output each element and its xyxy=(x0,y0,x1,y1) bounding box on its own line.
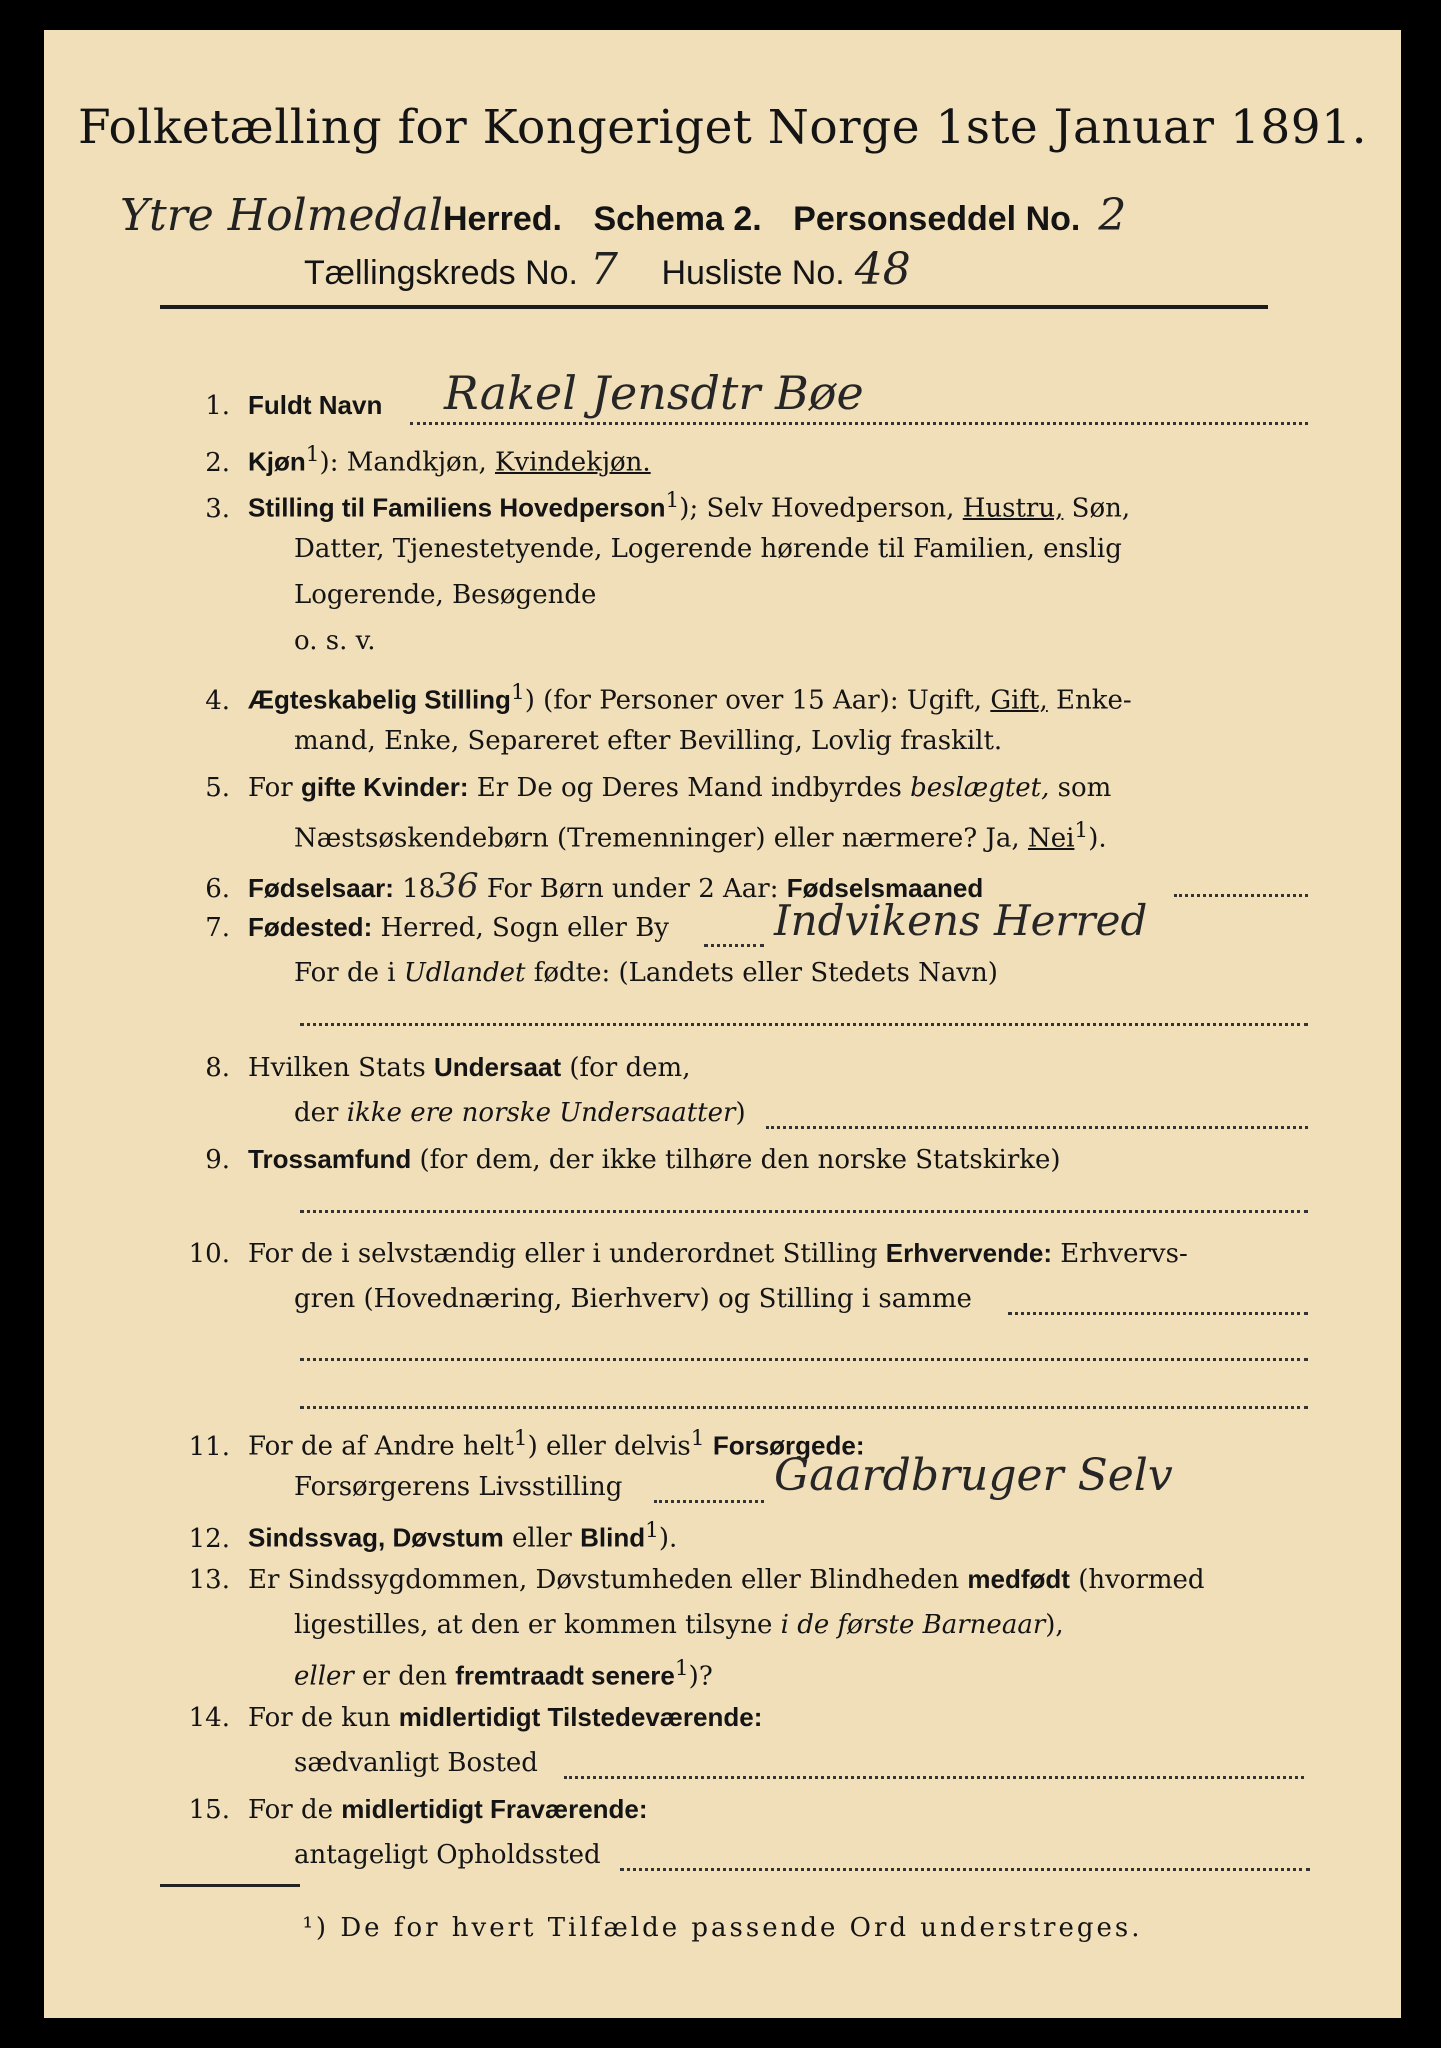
q13-line3-bold: fremtraadt senere xyxy=(455,1660,675,1691)
q5-line2-text: Næstsøskendebørn (Tremenninger) eller nærmere? Ja, xyxy=(294,823,1028,854)
q10-post: Erhvervs- xyxy=(1051,1239,1188,1269)
q7-answer: Indvikens Herred xyxy=(774,896,1148,945)
q6-number: 6. xyxy=(205,874,230,904)
q13-line3-italic: eller xyxy=(294,1661,354,1692)
q3-label: Stilling til Familiens Hovedperson xyxy=(248,492,666,523)
q10-number: 10. xyxy=(188,1239,230,1269)
q10-pre: For de i selvstændig eller i underordnet Stilling xyxy=(248,1239,886,1269)
q1-dotline xyxy=(410,422,1308,425)
q7-blank-line xyxy=(300,1023,1308,1026)
footnote-mark: ¹) xyxy=(302,1913,330,1943)
q11-label: Forsørgede: xyxy=(712,1430,865,1461)
q5-italic: beslægtet, xyxy=(910,773,1050,803)
q4-label: Ægteskabelig Stilling xyxy=(248,684,511,715)
q5-text: Er De og Deres Mand indbyrdes xyxy=(468,773,911,803)
q15-label: midlertidigt Fraværende: xyxy=(341,1794,648,1824)
question-9 xyxy=(164,1144,1061,1175)
question-7 xyxy=(164,912,669,943)
q8-line2-end: ) xyxy=(735,1098,746,1128)
q6-dotline xyxy=(1174,894,1308,897)
q10-blank-line-1 xyxy=(300,1358,1308,1361)
q13-line3: eller er den fremtraadt senere$^1$)? xyxy=(294,1656,713,1692)
q5-underlined: Nei xyxy=(1027,823,1075,854)
q5-text-end: som xyxy=(1049,773,1112,803)
q1-answer: Rakel Jensdtr Bøe xyxy=(444,366,864,420)
q12-label2: Blind xyxy=(580,1522,646,1553)
q3-line2: Datter, Tjenestetyende, Logerende hørende til Familien, enslig xyxy=(294,534,1122,564)
footnote-text: De for hvert Tilfælde passende Ord understreges. xyxy=(329,1913,1143,1943)
herred-handwritten: Ytre Holmedal xyxy=(120,190,443,241)
q5-label: gifte Kvinder: xyxy=(300,772,469,802)
q4-text-end: Enke- xyxy=(1047,685,1132,716)
q8-dotline xyxy=(766,1126,1308,1129)
q10-blank-line-2 xyxy=(300,1406,1308,1409)
husliste-value: 48 xyxy=(854,244,911,295)
question-13 xyxy=(164,1564,1205,1595)
q14-label: midlertidigt Tilstedeværende: xyxy=(398,1702,763,1732)
q3-text-end: Søn, xyxy=(1063,493,1131,524)
q13-line2-text: ligestilles, at den er kommen tilsyne xyxy=(294,1610,781,1640)
question-3: 3. Stilling til Familiens Hovedperson$^1$); Selv Hovedperson, Hustru, Søn, xyxy=(164,488,1130,524)
q13-line2 xyxy=(294,1610,1064,1640)
taellingskreds-label: Tællingskreds No. xyxy=(304,254,578,292)
q3-number: 3. xyxy=(205,493,230,524)
q13-line2-end: ), xyxy=(1045,1610,1064,1640)
q5-line2-end: ). xyxy=(1088,823,1107,854)
form-title: Folketælling for Kongeriget Norge 1ste Januar 1891. xyxy=(77,100,1368,155)
q6-text: For Børn under 2 Aar: xyxy=(478,874,787,904)
q12-label: Sindssvag, Døvstum xyxy=(248,1522,504,1553)
q12-mid: eller xyxy=(503,1523,581,1554)
q13-line3-text: er den xyxy=(353,1661,456,1692)
footnote xyxy=(44,1913,1401,1943)
q8-number: 8. xyxy=(205,1053,230,1083)
q8-label: Undersaat xyxy=(433,1052,562,1082)
q7-italic: Udlandet xyxy=(403,958,526,988)
q11-number: 11. xyxy=(188,1431,230,1462)
header-rule xyxy=(160,305,1268,309)
q6-label: Fødselsaar: xyxy=(248,873,394,903)
q9-label: Trossamfund xyxy=(248,1144,412,1174)
q3-line4: o. s. v. xyxy=(294,626,376,656)
husliste-label: Husliste No. xyxy=(661,254,845,292)
q6-label2: Fødselsmaaned xyxy=(786,873,984,903)
q6-year-value: 36 xyxy=(435,866,479,906)
q10-label: Erhvervende: xyxy=(885,1238,1052,1268)
personseddel-value: 2 xyxy=(1098,190,1127,241)
q6-year-prefix: 18 xyxy=(393,874,436,904)
question-1 xyxy=(164,390,382,421)
q8-pre: Hvilken Stats xyxy=(248,1053,434,1083)
q13-label: medfødt xyxy=(967,1564,1070,1594)
q5-pre: For xyxy=(248,773,301,803)
q13-pre: Er Sindssygdommen, Døvstumheden eller Blindheden xyxy=(248,1565,968,1595)
question-12: 12. Sindssvag, Døvstum eller Blind$^1$). xyxy=(164,1518,677,1554)
q10-dotline xyxy=(1008,1312,1308,1315)
question-15 xyxy=(164,1794,648,1825)
taellingskreds-value: 7 xyxy=(589,244,618,295)
q11-dotline xyxy=(654,1500,764,1503)
q12-post: ). xyxy=(658,1523,678,1554)
q5-line2: Næstsøskendebørn (Tremenninger) eller nærmere? Ja, Nei$^1$). xyxy=(294,818,1107,854)
q7-line2-end: fødte: (Landets eller Stedets Navn) xyxy=(525,958,998,988)
q1-label: Fuldt Navn xyxy=(248,390,383,420)
q3-line3: Logerende, Besøgende xyxy=(294,580,597,610)
q14-pre: For de kun xyxy=(248,1703,399,1733)
q5-number: 5. xyxy=(205,773,230,803)
footnote-rule xyxy=(160,1884,300,1887)
header-line-1 xyxy=(120,190,1126,241)
q11-pre: For de af Andre helt xyxy=(248,1431,514,1462)
q13-line3-end: )? xyxy=(688,1661,713,1692)
q7-text: Herred, Sogn eller By xyxy=(372,913,669,943)
q7-label: Fødested: xyxy=(248,912,373,942)
q7-dotline xyxy=(704,944,764,947)
q14-line2: sædvanligt Bosted xyxy=(294,1748,538,1778)
q8-line2-text: der xyxy=(294,1098,347,1128)
q15-number: 15. xyxy=(188,1795,230,1825)
question-4: 4. Ægteskabelig Stilling$^1$) (for Personer over 15 Aar): Ugift, Gift, Enke- xyxy=(164,680,1132,716)
q4-underlined: Gift, xyxy=(990,685,1048,716)
q2-underlined: Kvindekjøn. xyxy=(494,447,651,478)
q11-mid: ) eller delvis xyxy=(527,1431,691,1462)
herred-label: Herred. xyxy=(442,200,563,238)
q14-number: 14. xyxy=(188,1703,230,1733)
q2-number: 2. xyxy=(205,447,230,478)
q13-post: (hvormed xyxy=(1069,1565,1205,1595)
q9-text: (for dem, der ikke tilhøre den norske Statskirke) xyxy=(411,1145,1061,1175)
q7-number: 7. xyxy=(205,913,230,943)
q8-italic: ikke ere norske Undersaatter xyxy=(346,1098,736,1128)
q11-answer: Gaardbruger Selv xyxy=(774,1450,1173,1501)
q15-pre: For de xyxy=(248,1795,342,1825)
q12-number: 12. xyxy=(188,1523,230,1554)
census-form xyxy=(44,30,1401,2018)
q4-line2: mand, Enke, Separeret efter Bevilling, Lovlig fraskilt. xyxy=(294,726,1003,756)
q11-line2: Forsørgerens Livsstilling xyxy=(294,1472,623,1502)
q14-dotline xyxy=(564,1776,1304,1779)
q9-blank-line xyxy=(300,1210,1308,1213)
question-5 xyxy=(164,772,1111,803)
personseddel-label: Personseddel No. xyxy=(793,200,1081,238)
question-8 xyxy=(164,1052,690,1083)
q8-post: (for dem, xyxy=(561,1053,691,1083)
question-11: 11. For de af Andre helt$^1$) eller delvis$^1$ Forsørgede: xyxy=(164,1426,865,1462)
header-line-2 xyxy=(304,244,911,295)
q15-line2: antageligt Opholdssted xyxy=(294,1840,601,1870)
question-10 xyxy=(164,1238,1188,1269)
q13-number: 13. xyxy=(188,1565,230,1595)
q2-label: Kjøn xyxy=(248,446,306,477)
q4-number: 4. xyxy=(205,685,230,716)
question-14 xyxy=(164,1702,762,1733)
q1-number: 1. xyxy=(205,391,230,421)
q7-line2-text: For de i xyxy=(294,958,404,988)
q7-line2 xyxy=(294,958,998,988)
q10-line2: gren (Hovednæring, Bierhverv) og Stilling i samme xyxy=(294,1284,972,1314)
q15-dotline xyxy=(620,1868,1310,1871)
q3-text: ); Selv Hovedperson, xyxy=(679,493,963,524)
q2-sup: 1 xyxy=(305,442,320,467)
q4-text: ) (for Personer over 15 Aar): Ugift, xyxy=(524,685,991,716)
q13-italic: i de første Barneaar xyxy=(780,1610,1046,1640)
question-2 xyxy=(164,442,651,478)
q9-number: 9. xyxy=(205,1145,230,1175)
schema-label: Schema 2. xyxy=(593,200,762,238)
q3-underlined: Hustru, xyxy=(962,493,1064,524)
q2-text: ): Mandkjøn, xyxy=(319,447,495,478)
q8-line2 xyxy=(294,1098,746,1128)
